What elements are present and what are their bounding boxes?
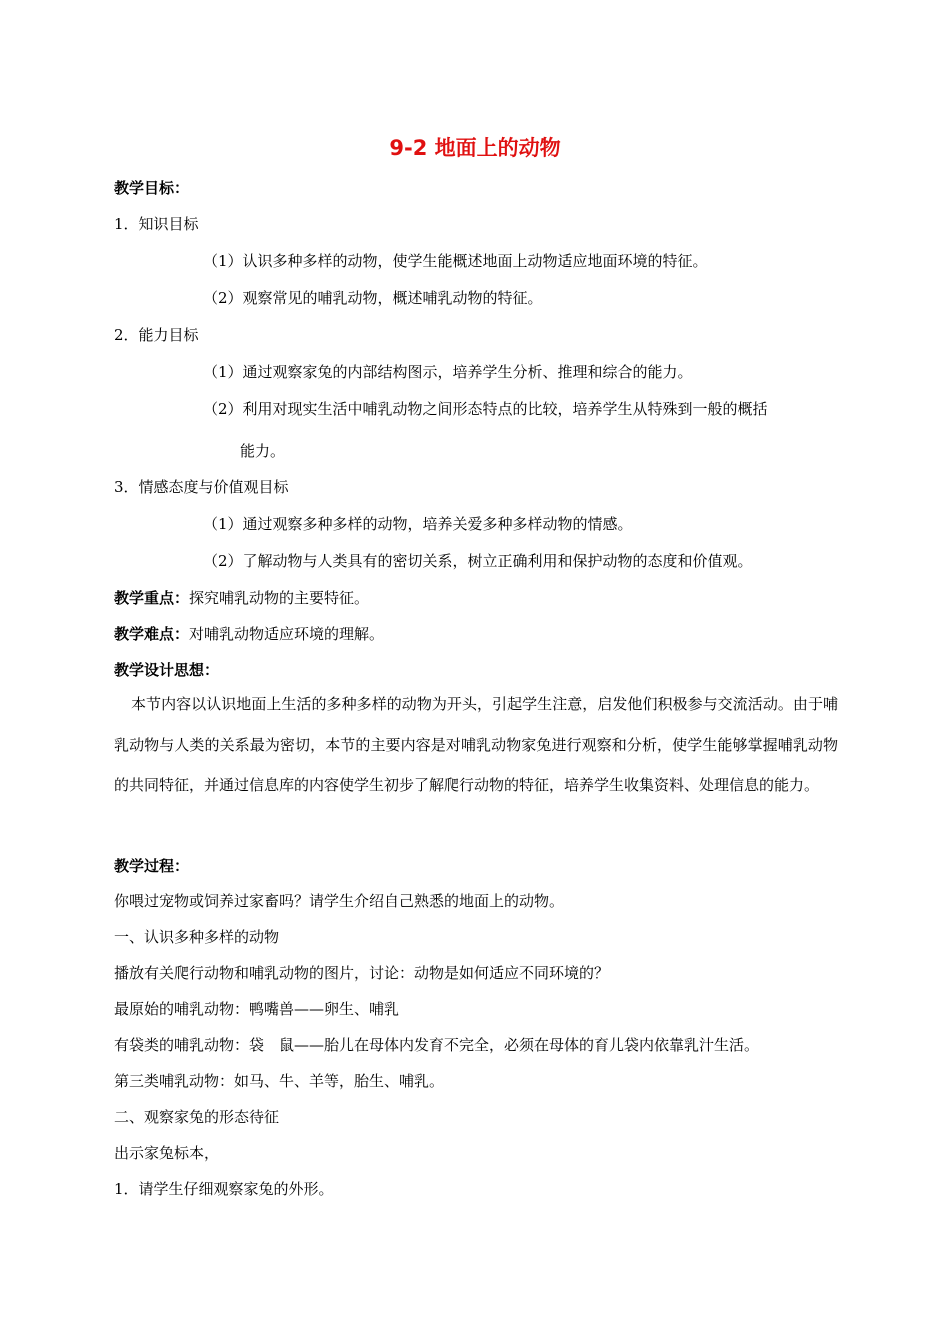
- design-paragraph: 本节内容以认识地面上生活的多种多样的动物为开头，引起学生注意，启发他们积极参与交流活动。由于哺乳动物与人类的关系最为密切，本节的主要内容是对哺乳动物家兔进行观察和分析，使学生能够掌握哺乳动物的共同特征，并通过信息库的内容使学生初步了解爬行动物的特征，培养学生收集资料、处理信息的能力。: [114, 695, 838, 794]
- difficulty: [114, 623, 384, 645]
- process-line: 出示家兔标本，: [114, 1144, 220, 1162]
- ability-objective-label: 2．能力目标: [114, 326, 199, 344]
- emotion-objective-item: （1）通过观察多种多样的动物，培养关爱多种多样动物的情感。: [203, 515, 633, 533]
- process-line: 1．请学生仔细观察家兔的外形。: [114, 1180, 334, 1198]
- key-point: [114, 587, 369, 609]
- knowledge-objective-item: （2）观察常见的哺乳动物，概述哺乳动物的特征。: [203, 289, 543, 307]
- design-heading: 教学设计思想：: [114, 661, 220, 679]
- ability-objective-item: （1）通过观察家兔的内部结构图示，培养学生分析、推理和综合的能力。: [203, 363, 693, 381]
- knowledge-objective-label: 1．知识目标: [114, 215, 199, 233]
- process-section-heading: 二、观察家兔的形态待征: [114, 1108, 280, 1126]
- process-line: 有袋类的哺乳动物：袋 鼠——胎儿在母体内发育不完全，必须在母体的育儿袋内依靠乳汁生活。: [114, 1036, 760, 1054]
- difficulty-label: 教学难点：: [114, 625, 190, 643]
- document-title: 9-2 地面上的动物: [389, 136, 561, 160]
- process-section-heading: 一、认识多种多样的动物: [114, 928, 280, 946]
- process-heading: 教学过程：: [114, 857, 190, 875]
- key-point-text: 探究哺乳动物的主要特征。: [189, 589, 370, 607]
- knowledge-objective-item: （1）认识多种多样的动物，使学生能概述地面上动物适应地面环境的特征。: [203, 252, 708, 270]
- process-line: 播放有关爬行动物和哺乳动物的图片，讨论：动物是如何适应不同环境的？: [114, 964, 610, 982]
- emotion-objective-item: （2）了解动物与人类具有的密切关系，树立正确利用和保护动物的态度和价值观。: [203, 552, 753, 570]
- emotion-objective-label: 3．情感态度与价值观目标: [114, 478, 289, 496]
- process-line: 你喂过宠物或饲养过家畜吗？请学生介绍自己熟悉的地面上的动物。: [114, 892, 565, 910]
- key-point-label: 教学重点：: [114, 589, 190, 607]
- process-line: 最原始的哺乳动物：鸭嘴兽——卵生、哺乳: [114, 1000, 400, 1018]
- ability-objective-item: （2）利用对现实生活中哺乳动物之间形态特点的比较，培养学生从特殊到一般的概括: [203, 400, 768, 418]
- objectives-heading: 教学目标：: [114, 179, 190, 197]
- difficulty-text: 对哺乳动物适应环境的理解。: [189, 625, 385, 643]
- ability-objective-item-continued: 能力。: [240, 442, 286, 460]
- process-line: 第三类哺乳动物：如马、牛、羊等，胎生、哺乳。: [114, 1072, 445, 1090]
